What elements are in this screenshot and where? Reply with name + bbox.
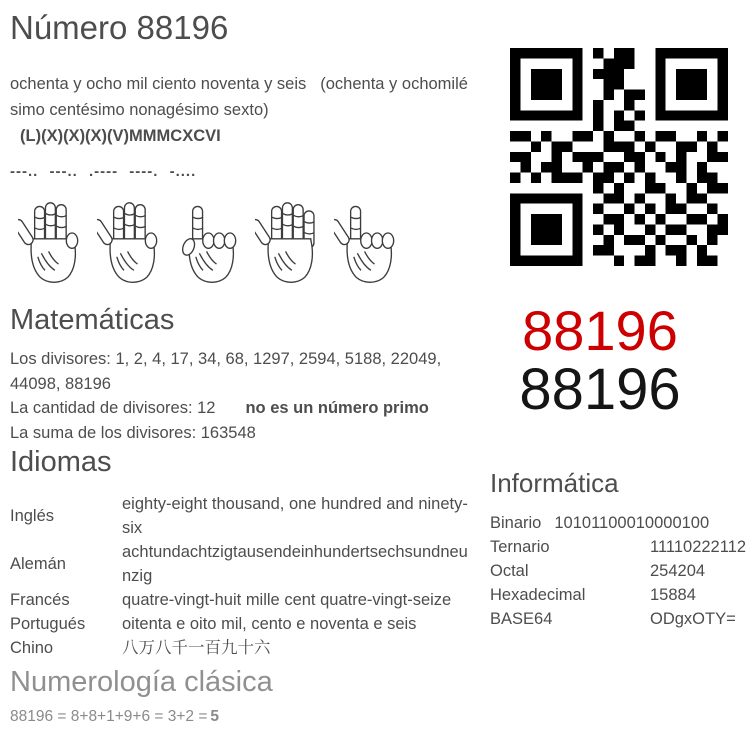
big-number-red: 88196 (522, 299, 678, 362)
divisor-count: La cantidad de divisores: 12 (10, 399, 216, 417)
informatica-value: 15884 (650, 586, 696, 604)
hand-sign-8 (18, 198, 81, 286)
informatica-label: BASE64 (490, 610, 553, 628)
language-row-french (10, 588, 476, 612)
section-heading-informatica: Informática (490, 468, 619, 498)
informatica-row-octal (490, 559, 742, 583)
formula-text: 88196 = 8+8+1+9+6 = 3+2 = (10, 708, 208, 725)
informatica-value: 11110222112 (650, 538, 747, 556)
language-value: quatre-vingt-huit mille cent quatre-vingt-seize (122, 591, 452, 609)
language-label: Chino (10, 639, 54, 657)
qr-code (510, 48, 728, 266)
formula-result: 5 (210, 708, 220, 725)
language-label: Portugués (10, 615, 86, 633)
spelling-ordinal: (ochenta y ochomilésimo centésimo nonagésimo sexto) (10, 75, 468, 119)
informatica-row-binary (490, 511, 742, 535)
informatica-value: 254204 (650, 562, 706, 580)
informatica-label: Ternario (490, 538, 550, 556)
informatica-table (490, 511, 747, 631)
number-spelling (10, 71, 472, 149)
language-row-german (10, 540, 476, 588)
language-row-portuguese (10, 612, 476, 636)
page-title: Número 88196 (10, 9, 229, 46)
spelling-cardinal: ochenta y ocho mil ciento noventa y seis (10, 75, 307, 93)
morse-code: ---.. ---.. .---- ----. -.... (10, 163, 197, 180)
matematicas-section (10, 347, 470, 445)
qr-code-image (510, 48, 728, 266)
section-heading-numerologia: Numerología clásica (10, 666, 273, 698)
informatica-value: 10101100010000100 (554, 514, 710, 532)
informatica-label: Octal (490, 562, 529, 580)
languages-table (10, 492, 476, 660)
hand-sign-6 (334, 198, 397, 286)
language-value: eighty-eight thousand, one hundred and ninety-six (122, 495, 468, 537)
informatica-row-ternary (490, 535, 747, 559)
hand-sign-9 (255, 198, 318, 286)
informatica-label: Binario (490, 514, 542, 532)
language-row-chinese (10, 636, 476, 660)
language-value: achtundachtzigtausendeinhundertsechsundneunzig (122, 543, 468, 585)
numerology-formula (10, 708, 219, 726)
language-label: Inglés (10, 507, 55, 525)
not-prime-note: no es un número primo (245, 399, 429, 417)
hand-sign-1 (176, 198, 239, 286)
language-label: Francés (10, 591, 70, 609)
language-label: Alemán (10, 555, 66, 573)
hand-signs (18, 198, 397, 286)
section-heading-idiomas: Idiomas (10, 446, 112, 478)
hand-sign-8 (97, 198, 160, 286)
divisor-count-line (10, 396, 470, 421)
big-number-black: 88196 (519, 357, 681, 422)
divisor-sum: La suma de los divisores: 163548 (10, 423, 256, 442)
informatica-row-base64 (490, 607, 742, 631)
language-row-english (10, 492, 476, 540)
section-heading-matematicas: Matemáticas (10, 304, 175, 336)
language-value: oitenta e oito mil, cento e noventa e seis (122, 615, 417, 633)
informatica-label: Hexadecimal (490, 586, 586, 604)
informatica-value: ODgxOTY= (650, 610, 736, 628)
informatica-row-hexadecimal (490, 583, 742, 607)
language-value: 八万八千一百九十六 (122, 639, 271, 657)
divisors-list: Los divisores: 1, 2, 4, 17, 34, 68, 1297, 2594, 5188, 22049, 44098, 88196 (10, 350, 442, 393)
spelling-roman-numeral: (L)(X)(X)(X)(V)MMMCXCVI (20, 127, 221, 145)
